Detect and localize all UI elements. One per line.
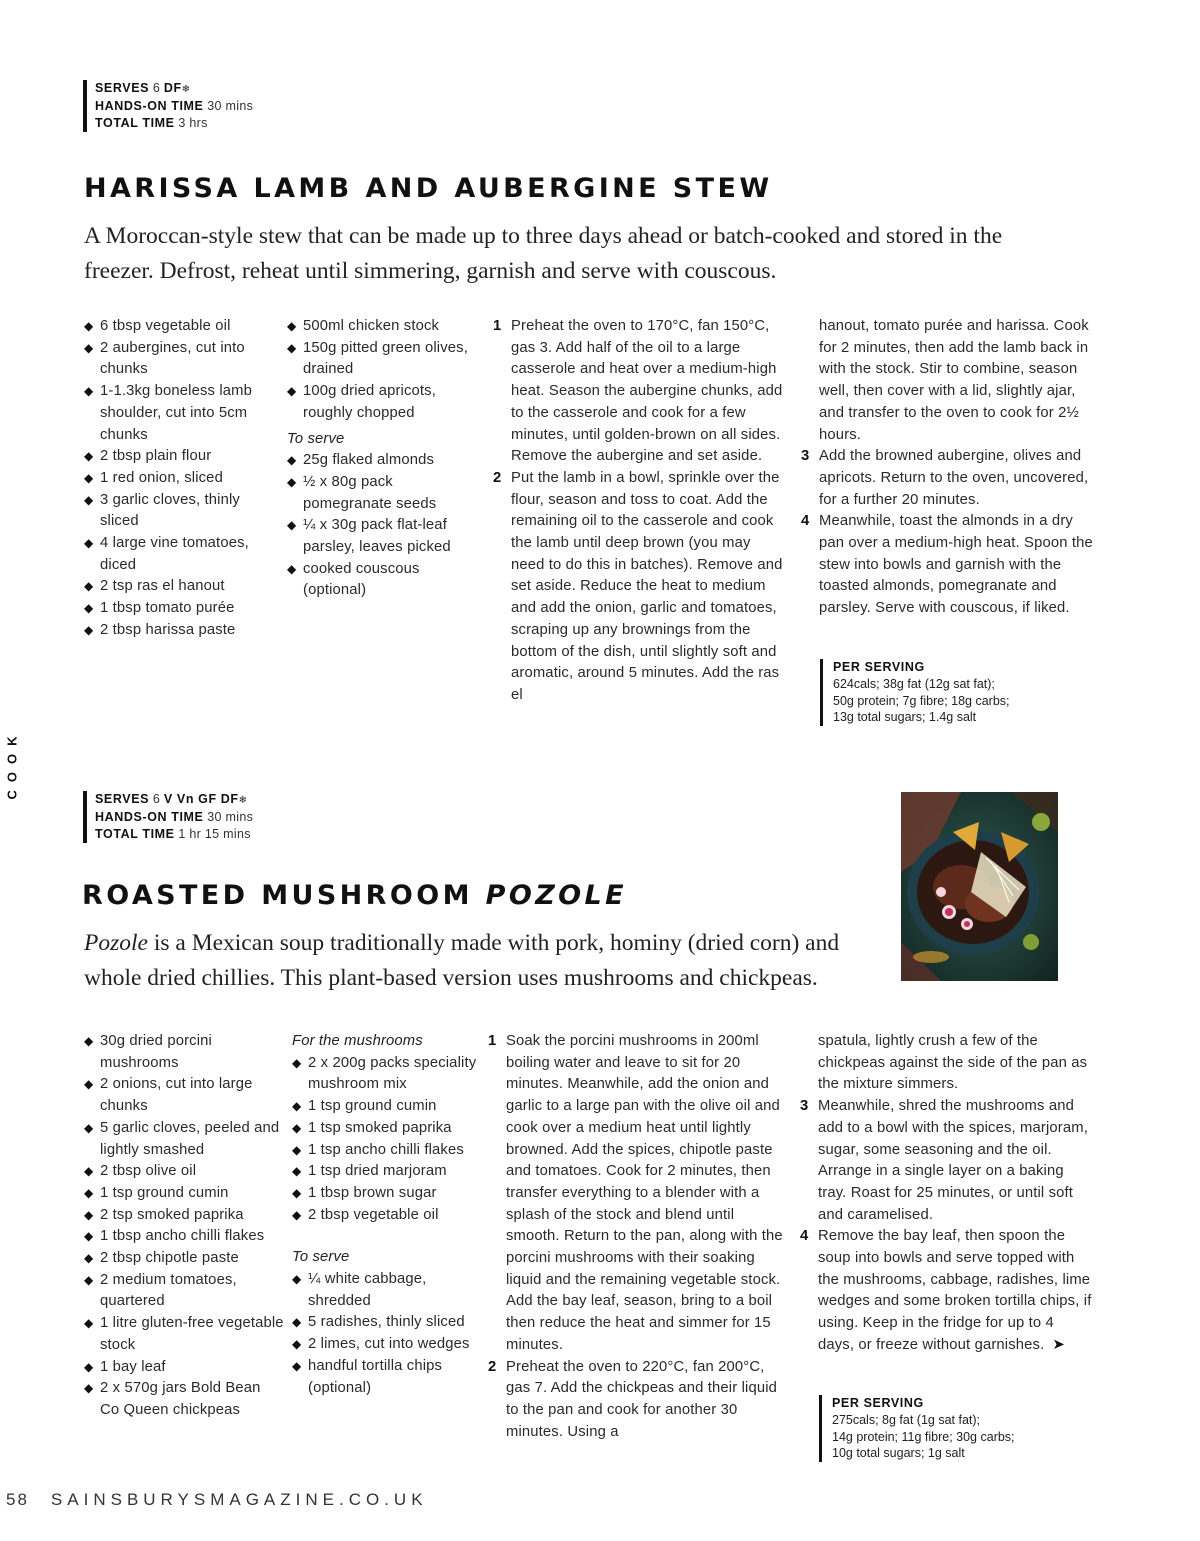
recipe2-ingredients-col2 bbox=[292, 1031, 492, 1399]
ingredient-item: ◆ 5 garlic cloves, peeled and lightly smashed bbox=[84, 1118, 284, 1161]
method-step bbox=[801, 511, 1093, 620]
ingredient-item: ◆ 30g dried porcini mushrooms bbox=[84, 1031, 284, 1074]
ingredient-item: ◆ 2 medium tomatoes, quartered bbox=[84, 1270, 284, 1313]
ingredient-item: ◆ 1 tsp ground cumin bbox=[84, 1183, 284, 1205]
step-text: Remove the bay leaf, then spoon the soup into bowls and serve topped with the mushrooms, cabbage, radishes, lime wedges and some broken tortilla chips, if using. Keep in the fridge for up to 4 days, or freeze without garnishes. bbox=[818, 1228, 1092, 1353]
method-step bbox=[488, 1031, 784, 1357]
arrow-right-icon: ➤ bbox=[1052, 1336, 1065, 1353]
method-step bbox=[800, 1096, 1094, 1226]
recipe1-method-col1 bbox=[493, 316, 785, 707]
ingredient-item: ◆ ¼ white cabbage, shredded bbox=[292, 1269, 492, 1312]
ingredient-item: ◆ 1 red onion, sliced bbox=[84, 468, 274, 490]
ingredient-item: ◆ 100g dried apricots, roughly chopped bbox=[287, 381, 477, 424]
section-side-label: COOK bbox=[4, 728, 20, 800]
ingredient-item: ◆ 1 tbsp tomato purée bbox=[84, 598, 274, 620]
recipe1-intro: A Moroccan-style stew that can be made up to three days ahead or batch-cooked and stored in the freezer. Defrost, reheat until simmering, garnish and serve with couscous. bbox=[84, 223, 1003, 284]
method-step bbox=[493, 316, 785, 468]
ingredient-item: ◆ 1 tsp ancho chilli flakes bbox=[292, 1140, 492, 1162]
ingredient-item: ◆ 150g pitted green olives, drained bbox=[287, 338, 477, 381]
ingredient-item: ◆ 1 tbsp ancho chilli flakes bbox=[84, 1226, 284, 1248]
total-time-value: 1 hr 15 mins bbox=[178, 827, 251, 841]
ingredient-item: ◆ 2 aubergines, cut into chunks bbox=[84, 338, 274, 381]
for-mushrooms-heading: For the mushrooms bbox=[292, 1033, 423, 1049]
step-number: 2 bbox=[493, 469, 502, 486]
recipe1-meta bbox=[83, 80, 253, 132]
serves-label: SERVES bbox=[95, 81, 150, 95]
step-number: 4 bbox=[800, 1228, 809, 1245]
ingredient-item: ◆ 6 tbsp vegetable oil bbox=[84, 316, 274, 338]
recipe2-intro: Pozole is a Mexican soup traditionally made with pork, hominy (dried corn) and whole dried chillies. This plant-based version uses mushrooms and chickpeas. bbox=[84, 930, 840, 991]
ingredient-item: ◆ 2 x 200g packs speciality mushroom mix bbox=[292, 1053, 492, 1096]
recipe1-ingredients-col2 bbox=[287, 316, 477, 602]
ingredient-item: ◆ 1-1.3kg boneless lamb shoulder, cut into 5cm chunks bbox=[84, 381, 274, 446]
nutrition-line: 14g protein; 11g fibre; 30g carbs; bbox=[832, 1429, 1015, 1444]
hands-on-label: HANDS-ON TIME bbox=[95, 810, 204, 824]
ingredient-item: ◆ 2 tbsp plain flour bbox=[84, 446, 274, 468]
dietary-tags: DF bbox=[163, 81, 182, 95]
step-text: Preheat the oven to 220°C, fan 200°C, gas 7. Add the chickpeas and their liquid to the pan and cook for another 30 minutes. Using a bbox=[506, 1358, 778, 1440]
ingredient-item: ◆ 1 tsp smoked paprika bbox=[292, 1118, 492, 1140]
recipe1-method-col2 bbox=[801, 316, 1093, 620]
total-time-label: TOTAL TIME bbox=[95, 827, 175, 841]
ingredient-item: ◆ 2 tbsp vegetable oil bbox=[292, 1205, 492, 1227]
step-number: 3 bbox=[800, 1098, 809, 1115]
dietary-tags: V Vn GF DF bbox=[163, 792, 239, 806]
step-number: 1 bbox=[488, 1033, 497, 1049]
recipe1-title: HARISSA LAMB AND AUBERGINE STEW bbox=[84, 173, 773, 204]
to-serve-heading: To serve bbox=[287, 430, 345, 447]
ingredient-item: ◆ 2 onions, cut into large chunks bbox=[84, 1074, 284, 1117]
nutrition-line: 275cals; 8g fat (1g sat fat); bbox=[832, 1412, 980, 1427]
ingredient-item: ◆ ¼ x 30g pack flat-leaf parsley, leaves picked bbox=[287, 515, 477, 558]
ingredient-item: ◆ 2 tbsp chipotle paste bbox=[84, 1248, 284, 1270]
step-number: 4 bbox=[801, 513, 810, 530]
ingredient-item: ◆ 2 tsp ras el hanout bbox=[84, 576, 274, 598]
step-text: Preheat the oven to 170°C, fan 150°C, gas 3. Add half of the oil to a large casserole and heat over a medium-high heat. Season the aubergine chunks, add to the casserole and cook for a few minutes, until golden-brown on all sides. Remove the aubergine and set aside. bbox=[511, 318, 783, 465]
site-url: SAINSBURYSMAGAZINE.CO.UK bbox=[50, 1490, 428, 1509]
ingredient-item: ◆ 2 tsp smoked paprika bbox=[84, 1205, 284, 1227]
ingredient-item: ◆ 4 large vine tomatoes, diced bbox=[84, 533, 274, 576]
ingredient-item: ◆ handful tortilla chips (optional) bbox=[292, 1356, 492, 1399]
method-step bbox=[488, 1357, 784, 1444]
ingredient-item: ◆ 1 tbsp brown sugar bbox=[292, 1183, 492, 1205]
method-step bbox=[493, 468, 785, 707]
nutrition-line: 50g protein; 7g fibre; 18g carbs; bbox=[833, 693, 1010, 708]
ingredient-item: ◆ cooked couscous (optional) bbox=[287, 559, 477, 602]
ingredient-item: ◆ 2 tbsp olive oil bbox=[84, 1161, 284, 1183]
method-continued: hanout, tomato purée and harissa. Cook for 2 minutes, then add the lamb back in with the stock. Stir to combine, season well, then cover with a lid, slightly ajar, and transfer to the oven to cook for 2½ hours. bbox=[819, 318, 1089, 443]
ingredient-item: ◆ 3 garlic cloves, thinly sliced bbox=[84, 490, 274, 533]
step-text: Add the browned aubergine, olives and apricots. Return to the oven, uncovered, for a further 20 minutes. bbox=[819, 448, 1089, 508]
ingredient-item: ◆ 500ml chicken stock bbox=[287, 316, 477, 338]
step-number: 2 bbox=[488, 1358, 497, 1375]
recipe2-meta bbox=[83, 791, 253, 843]
method-step bbox=[800, 1226, 1094, 1356]
pozole-photo bbox=[901, 792, 1058, 981]
ingredient-item: ◆ 1 tsp ground cumin bbox=[292, 1096, 492, 1118]
method-continued: spatula, lightly crush a few of the chickpeas against the side of the pan as the mixture simmers. bbox=[818, 1033, 1088, 1093]
recipe2-title: ROASTED MUSHROOM POZOLE bbox=[82, 880, 627, 911]
recipe2-method-col1 bbox=[488, 1031, 784, 1443]
page-number: 58 bbox=[6, 1490, 29, 1509]
recipe2-ingredients-col1 bbox=[84, 1031, 284, 1422]
nutrition-heading: PER SERVING bbox=[833, 660, 925, 674]
serves-value: 6 bbox=[152, 792, 161, 806]
step-text: Meanwhile, toast the almonds in a dry pan over a medium-high heat. Spoon the stew into bowls and garnish with the toasted almonds, pomegranate and parsley. Serve with couscous, if liked. bbox=[819, 513, 1093, 617]
recipe1-nutrition bbox=[820, 659, 1010, 726]
recipe2-method-col2 bbox=[800, 1031, 1094, 1357]
step-text: Meanwhile, shred the mushrooms and add to a bowl with the spices, marjoram, sugar, some seasoning and the oil. Arrange in a single layer on a baking tray. Roast for 25 minutes, or until soft and caramelised. bbox=[818, 1098, 1088, 1223]
nutrition-heading: PER SERVING bbox=[832, 1396, 924, 1410]
nutrition-line: 10g total sugars; 1g salt bbox=[832, 1446, 965, 1461]
hands-on-value: 30 mins bbox=[207, 99, 254, 113]
total-time-value: 3 hrs bbox=[178, 116, 208, 130]
serves-value: 6 bbox=[152, 81, 161, 95]
ingredient-item: ◆ 25g flaked almonds bbox=[287, 450, 477, 472]
snowflake-icon: ❄ bbox=[238, 795, 248, 806]
ingredient-item: ◆ 2 tbsp harissa paste bbox=[84, 620, 274, 642]
ingredient-item: ◆ 1 litre gluten-free vegetable stock bbox=[84, 1313, 284, 1356]
nutrition-line: 624cals; 38g fat (12g sat fat); bbox=[833, 676, 995, 691]
method-step bbox=[801, 446, 1093, 511]
step-text: Soak the porcini mushrooms in 200ml boiling water and leave to sit for 20 minutes. Meanwhile, add the onion and garlic to a large pan with the olive oil and cook over a medium heat until lightly browned. Add the spices, chipotle paste and tomatoes. Cook for 2 minutes, then transfer everything to a blender with a splash of the stock and blend until smooth. Return to the pan, along with the porcini mushrooms with their soaking liquid and the remaining vegetable stock. Add the bay leaf, season, bring to a boil then reduce the heat and simmer for 15 minutes. bbox=[506, 1033, 783, 1353]
ingredient-item: ◆ 2 limes, cut into wedges bbox=[292, 1334, 492, 1356]
to-serve-heading: To serve bbox=[292, 1249, 350, 1266]
serves-label: SERVES bbox=[95, 792, 150, 806]
snowflake-icon: ❄ bbox=[181, 84, 191, 95]
ingredient-item: ◆ ½ x 80g pack pomegranate seeds bbox=[287, 472, 477, 515]
recipe2-nutrition bbox=[819, 1395, 1015, 1462]
nutrition-line: 13g total sugars; 1.4g salt bbox=[833, 710, 977, 725]
ingredient-item: ◆ 2 x 570g jars Bold Bean Co Queen chickpeas bbox=[84, 1378, 284, 1421]
page-footer bbox=[6, 1490, 428, 1510]
recipe1-ingredients-col1 bbox=[84, 316, 274, 642]
ingredient-item: ◆ 1 tsp dried marjoram bbox=[292, 1161, 492, 1183]
ingredient-item: ◆ 1 bay leaf bbox=[84, 1357, 284, 1379]
step-number: 3 bbox=[801, 448, 810, 465]
step-number: 1 bbox=[493, 318, 502, 334]
step-text: Put the lamb in a bowl, sprinkle over the flour, season and toss to coat. Add the remaining oil to the casserole and cook the lamb until deep brown (you may need to do this in batches). Remove and set aside. Reduce the heat to medium and add the onion, garlic and tomatoes, scraping up any brownings from the bottom of the dish, until slightly soft and aromatic, around 5 minutes. Add the ras el bbox=[511, 469, 783, 703]
hands-on-label: HANDS-ON TIME bbox=[95, 99, 204, 113]
ingredient-item: ◆ 5 radishes, thinly sliced bbox=[292, 1312, 492, 1334]
hands-on-value: 30 mins bbox=[207, 810, 254, 824]
total-time-label: TOTAL TIME bbox=[95, 116, 175, 130]
